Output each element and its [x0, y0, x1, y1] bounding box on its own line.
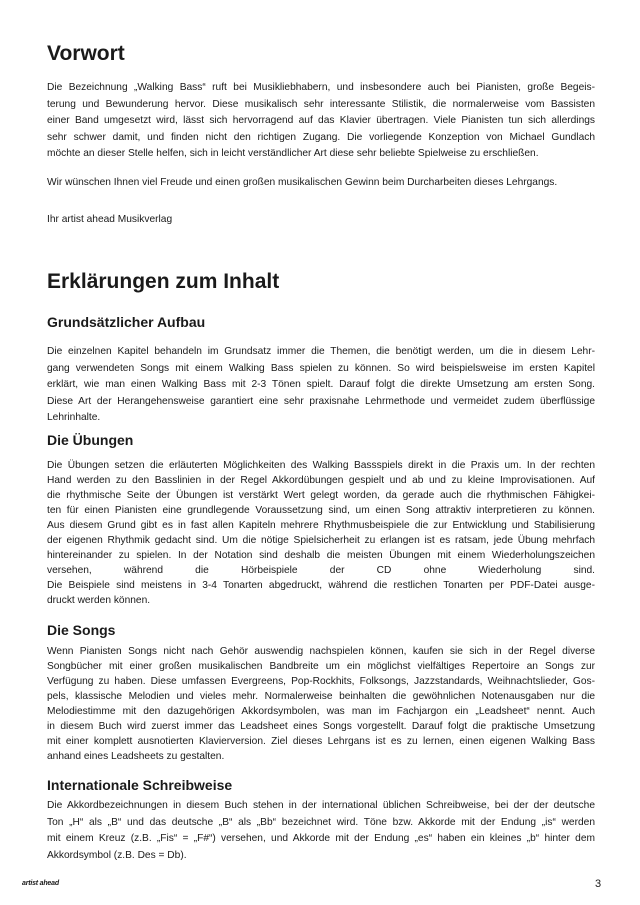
text-line: Ihr artist ahead Musikverlag — [47, 214, 173, 225]
paragraph-schreibweise — [47, 798, 595, 864]
text-line: druckt werden können. — [47, 595, 151, 606]
section-title-erklaerungen: Erklärungen zum Inhalt — [47, 270, 280, 293]
text-line: Wir wünschen Ihnen viel Freude und einen großen musikalischen Gewinn beim Durcharbeiten dieses Lehrgangs. — [47, 177, 558, 188]
text-line: versehen, während die Hörbeispiele der CD ohne Wiederholung sind. — [47, 565, 595, 576]
vorwort-paragraph-1 — [47, 80, 595, 163]
text-line: pels, klassische Melodien und vieles mehr. Normalerweise beinhalten die gewöhnlichen Notenausgaben nur die — [47, 691, 595, 702]
text-line: Ton „H“ als „B“ und das deutsche „B“ als „Bb“ bezeichnet wird. Töne bzw. Akkorde mit der Endung „is“ werden — [47, 816, 595, 828]
text-line: sehr schwer damit, und finden nicht den richtigen Zugang. Die vorliegende Konzeption von Michael Gundlach — [47, 131, 595, 143]
text-line: ten für einen Pianisten eine grundlegende Voraussetzung sind, um einen Song attraktiv interpretieren zu können. — [47, 505, 595, 516]
paragraph-aufbau — [47, 344, 595, 427]
text-line: Melodiestimme mit den dazugehörigen Akkordsymbolen, was man im Fachjargon ein „Leadsheet“ nennt. Auch — [47, 706, 595, 717]
text-line: einer Band umgesetzt wird, lässt sich hervorragend auf das Klavier übertragen. Viele Pianisten tun sich allerdings — [47, 115, 595, 126]
text-line: mit einer komplett ausnotierten Klavierversion. Ziel dieses Lehrgans ist es zu lernen, einen eigenen Walking Bass — [47, 736, 595, 747]
text-line: Akkordsymbol (z.B. Des = Db). — [47, 849, 187, 861]
vorwort-paragraph-2 — [47, 175, 595, 192]
text-line: die rhythmische Seite der Übungen ist verstärkt Wert gelegt worden, da gerade auch die rhythmischen Fähigkei- — [47, 490, 595, 501]
text-line: Die Akkordbezeichnungen in diesem Buch stehen in der international üblichen Schreibweise, bei der der deutsche — [47, 800, 595, 811]
paragraph-uebungen — [47, 458, 595, 608]
page-number: 3 — [595, 878, 602, 890]
text-line: mit einem Kreuz (z.B. „Fis“ = „F#“) versehen, und Akkorde mit der Endung „es“ haben ein kleines „b“ hinter dem — [47, 833, 595, 844]
text-line: Lehrinhalte. — [47, 412, 101, 423]
text-line: hintereinander zu spielen. In der Notation sind deshalb die meisten Übungen mit einem Wiederholungszeichen — [47, 550, 595, 561]
subheading-aufbau: Grundsätzlicher Aufbau — [47, 314, 206, 330]
text-line: Die einzelnen Kapitel behandeln im Grundsatz immer die Themen, die benötigt werden, um die in diesem Lehr- — [47, 346, 595, 357]
text-line: Die Übungen setzen die erläuterten Möglichkeiten des Walking Bassspiels direkt in die Praxis um. In der rechten — [47, 460, 595, 471]
text-line: in diesem Buch wird zuerst immer das Leadsheet eines Songs vorgestellt. Darauf folgt die praktische Umsetzung — [47, 721, 595, 732]
text-line: Die Beispiele sind meistens in 3-4 Tonarten abgedruckt, während die restlichen Tonarten per PDF-Datei ausge- — [47, 580, 595, 591]
section-title-vorwort: Vorwort — [47, 42, 125, 65]
text-line: möchte an dieser Stelle helfen, sich in leicht verständlicher Art diese sehr beliebte Spielweise zu erschließen. — [47, 148, 539, 159]
subheading-songs: Die Songs — [47, 622, 116, 638]
paragraph-songs — [47, 644, 595, 764]
vorwort-signature — [47, 212, 595, 229]
text-line: Songbücher mit einer großen musikalischen Bandbreite um ein möglichst vielfältiges Repertoire an Songs zur — [47, 661, 595, 672]
text-line: der eigenen Rhythmik gedacht sind. Um die nötige Spielsicherheit zu erlangen ist es ratsam, jede Übung mehrfach — [47, 535, 595, 546]
text-line: Hand werden zu den Basslinien in der Regel Akkordübungen gespielt und ab und zu kleine Improvisationen. Auf — [47, 475, 595, 486]
text-line: Wenn Pianisten Songs nicht nach Gehör auswendig nachspielen können, kaufen sie sich in der Regel diverse — [47, 646, 595, 657]
text-line: gang verwendeten Songs mit einem Walking Bass spielen zu können. So wird beispielsweise im ersten Kapitel — [47, 362, 595, 374]
text-line: Verfügung zu haben. Diese umfassen Evergreens, Pop-Rockhits, Folksongs, Jazzstandards, Weihnachtslieder, Gos- — [47, 676, 595, 687]
subheading-uebungen: Die Übungen — [47, 432, 134, 448]
text-line: terung und Bewunderung hervor. Diese musikalisch sehr interessante Stilistik, die normalerweise vom Bassisten — [47, 98, 595, 110]
text-line: Diese Art der Herangehensweise garantiert eine sehr praxisnahe Lehrmethode und vermeidet zudem überflüssige — [47, 395, 595, 407]
subheading-schreibweise: Internationale Schreibweise — [47, 777, 233, 793]
text-line: anhand eines Leadsheets zu gestalten. — [47, 751, 225, 762]
publisher-logo: artist ahead — [22, 880, 59, 887]
text-line: erklärt, wie man einen Walking Bass mit 2-3 Tönen spielt. Darauf folgt die direkte Umsetzung am ersten Song. — [47, 379, 595, 390]
text-line: Die Bezeichnung „Walking Bass“ ruft bei Musikliebhabern, und insbesondere auch bei Pianisten, große Begeis- — [47, 82, 595, 93]
text-line: Aus diesem Grund gibt es in fast allen Kapiteln mehrere Rhythmusbeispiele die zur Entwicklung und Stabilisierung — [47, 520, 595, 531]
